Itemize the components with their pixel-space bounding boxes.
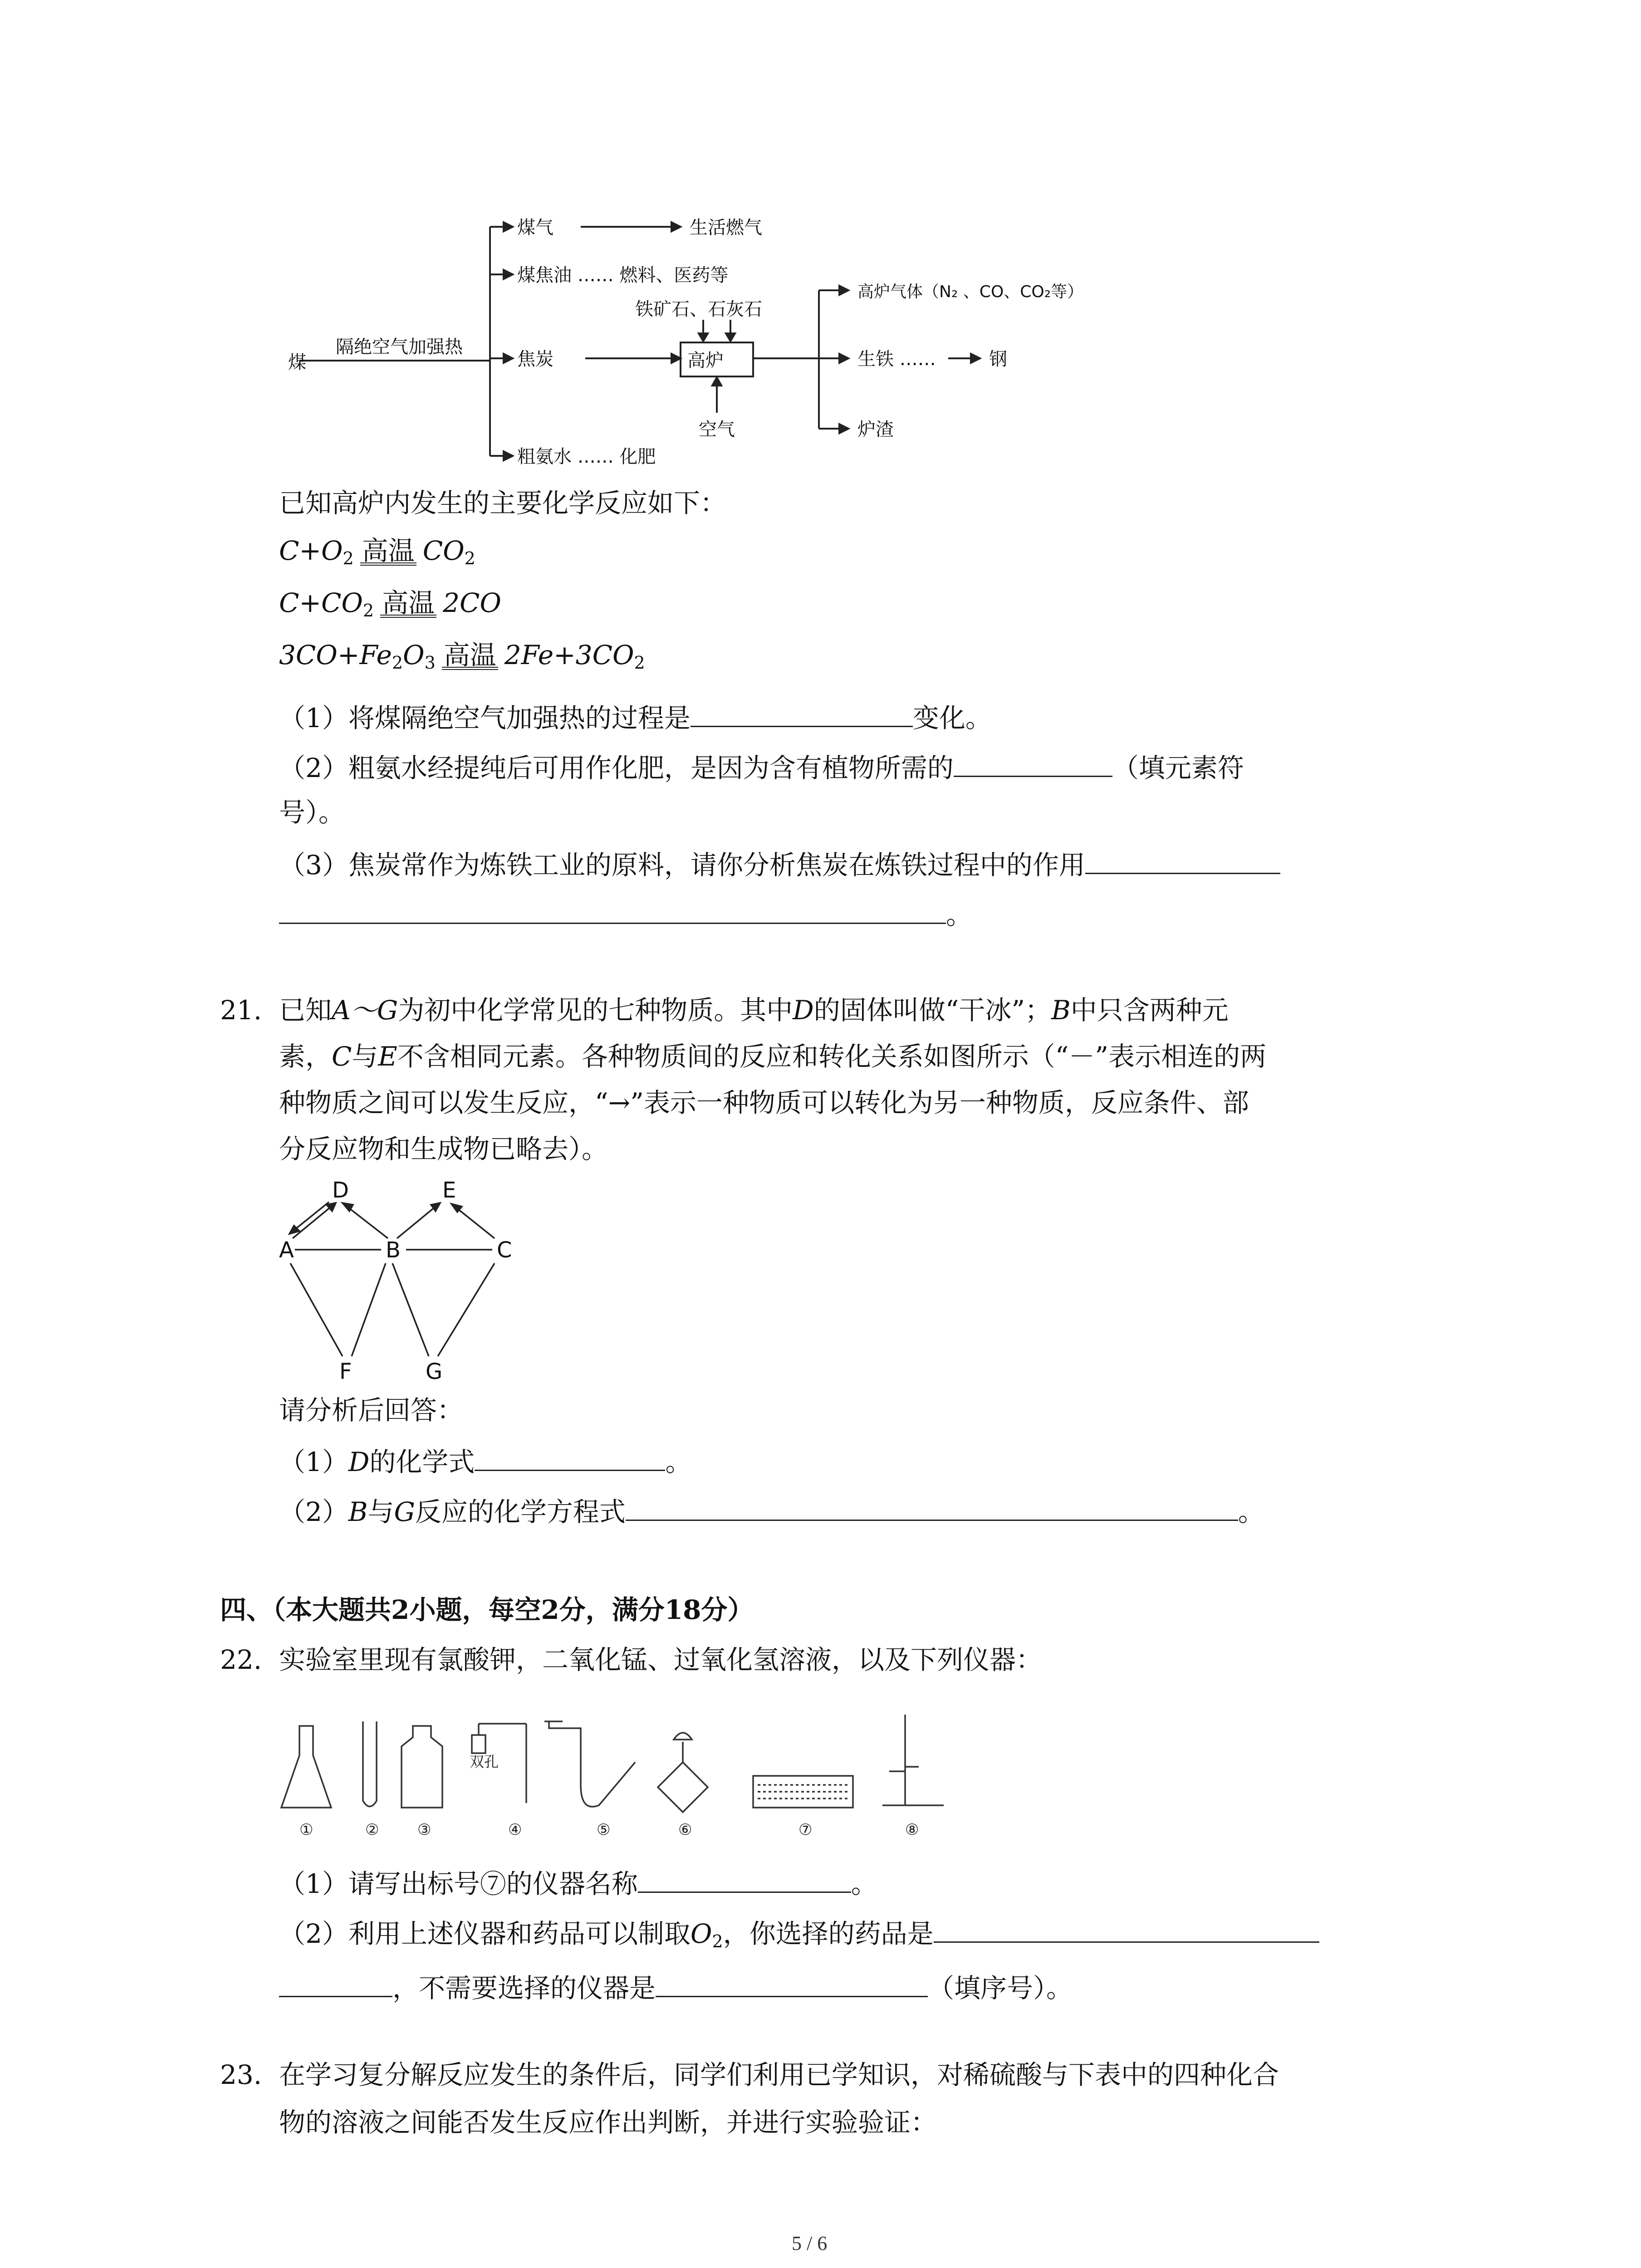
- q22-part2: （2）利用上述仪器和药品可以制取$O_2$，你选择的药品是: [279, 1918, 1319, 1955]
- q23-number: 23.: [220, 2059, 262, 2090]
- stopper-label: 双孔: [470, 1753, 499, 1770]
- coal-gas-use: 生活燃气: [690, 217, 762, 238]
- q20-answer-blank-3a[interactable]: [1085, 849, 1280, 874]
- coal-process-flow-diagram: [281, 200, 1189, 481]
- q22-apparatus-figure: [272, 1708, 980, 1844]
- node-G: G: [426, 1359, 443, 1384]
- section-4-title: 四、（本大题共2小题，每空2分，满分18分）: [220, 1594, 754, 1625]
- furnace-gas-output: 高炉气体（N₂ 、CO、CO₂等）: [857, 283, 1084, 301]
- node-C: C: [497, 1237, 512, 1263]
- process-label: 隔绝空气加强热: [336, 337, 463, 357]
- furnace-input-air: 空气: [699, 419, 735, 440]
- node-B: B: [386, 1237, 401, 1263]
- q21-part1: （1）D的化学式 。: [279, 1447, 692, 1477]
- apparatus-label-3: ③: [417, 1821, 431, 1839]
- q22-stem: 实验室里现有氯酸钾，二氧化锰、过氧化氢溶液，以及下列仪器：: [279, 1644, 1043, 1675]
- equation-2: $C+CO_2$ 高温 2CO: [279, 587, 501, 621]
- q20-part1: （1）将煤隔绝空气加强热的过程是 变化。: [279, 703, 992, 733]
- q21-stem-line2: 素，C与E不含相同元素。各种物质间的反应和转化关系如图所示（“－”表示相连的两: [279, 1041, 1267, 1072]
- q21-stem-line3: 种物质之间可以发生反应，“→”表示一种物质可以转化为另一种物质，反应条件、部: [279, 1087, 1249, 1118]
- q22-part1: （1）请写出标号⑦的仪器名称 。: [279, 1868, 877, 1899]
- q21-prompt: 请分析后回答：: [279, 1395, 464, 1426]
- q20-part3: （3）焦炭常作为炼铁工业的原料，请你分析焦炭在炼铁过程中的作用: [279, 849, 1280, 878]
- apparatus-label-4: ④: [508, 1821, 522, 1839]
- steel-label: 钢: [989, 349, 1007, 370]
- alcohol-lamp-icon: [674, 1733, 692, 1740]
- product-coke: 焦炭: [517, 349, 554, 370]
- node-F: F: [339, 1359, 352, 1384]
- q21-stem-line4: 分反应物和生成物已略去）。: [279, 1134, 608, 1164]
- q22-part2-cont: ，不需要选择的仪器是 （填序号）。: [279, 1972, 1073, 2001]
- q20-answer-blank-1[interactable]: [691, 702, 913, 727]
- q22-answer-blank-2a[interactable]: [934, 1918, 1319, 1943]
- q22-number: 22.: [220, 1644, 262, 1675]
- reagent-bottle-icon: [402, 1726, 442, 1808]
- q21-stem-line1: 已知A～G为初中化学常见的七种物质。其中D的固体叫做“干冰”；B中只含两种元: [279, 995, 1229, 1026]
- node-A: A: [279, 1237, 294, 1263]
- pig-iron-output: 生铁 ……: [857, 349, 936, 370]
- product-ammonia-water: 粗氨水 …… 化肥: [517, 446, 656, 467]
- node-D: D: [332, 1178, 349, 1203]
- apparatus-label-6: ⑥: [678, 1821, 692, 1839]
- node-E: E: [442, 1178, 456, 1203]
- test-tube-icon: [363, 1721, 377, 1807]
- delivery-tube-icon: [549, 1721, 635, 1807]
- apparatus-label-2: ②: [365, 1821, 379, 1839]
- q22-answer-blank-1[interactable]: [638, 1868, 851, 1893]
- q23-stem-line1: 在学习复分解反应发生的条件后，同学们利用已学知识，对稀硫酸与下表中的四种化合: [279, 2059, 1279, 2090]
- furnace-label: 高炉: [687, 350, 724, 371]
- q20-part2-cont: 号）。: [279, 797, 345, 828]
- equation-3: $3CO+Fe_2O_3$ 高温 $2Fe+3CO_2$: [279, 640, 645, 673]
- conical-flask-icon: [281, 1726, 331, 1808]
- q21-part2: （2）B与G反应的化学方程式 。: [279, 1496, 1264, 1527]
- q20-answer-blank-3b[interactable]: [279, 899, 946, 924]
- equation-1: $C+O_2$ 高温 $CO_2$: [279, 535, 475, 568]
- q22-answer-blank-2b[interactable]: [279, 1972, 392, 1997]
- q20-part2: （2）粗氨水经提纯后可用作化肥，是因为含有植物所需的 （填元素符: [279, 753, 1244, 783]
- q22-answer-blank-3[interactable]: [656, 1972, 928, 1997]
- condition-high-temp: 高温: [360, 539, 416, 566]
- coal-label: 煤: [288, 352, 306, 373]
- q21-relation-diagram: [272, 1175, 563, 1393]
- apparatus-label-7: ⑦: [798, 1821, 813, 1839]
- q21-answer-blank-1[interactable]: [475, 1446, 665, 1471]
- apparatus-label-8: ⑧: [905, 1821, 919, 1839]
- two-hole-stopper-icon: [472, 1735, 485, 1753]
- q21-answer-blank-2[interactable]: [626, 1496, 1238, 1521]
- furnace-input-top: 铁矿石、石灰石: [635, 299, 762, 320]
- page-number: 5 / 6: [792, 2232, 828, 2254]
- product-coal-gas: 煤气: [517, 217, 554, 238]
- slag-output: 炉渣: [857, 419, 894, 440]
- product-coal-tar: 煤焦油 …… 燃料、医药等: [517, 265, 729, 286]
- q20-answer-blank-2[interactable]: [954, 752, 1112, 777]
- q20-intro: 已知高炉内发生的主要化学反应如下：: [279, 488, 727, 518]
- apparatus-label-5: ⑤: [597, 1821, 611, 1839]
- q20-part3-cont: 。: [279, 899, 972, 928]
- q23-stem-line2: 物的溶液之间能否发生反应作出判断，并进行实验验证：: [279, 2107, 937, 2138]
- apparatus-label-1: ①: [299, 1821, 314, 1839]
- q21-number: 21.: [220, 995, 262, 1026]
